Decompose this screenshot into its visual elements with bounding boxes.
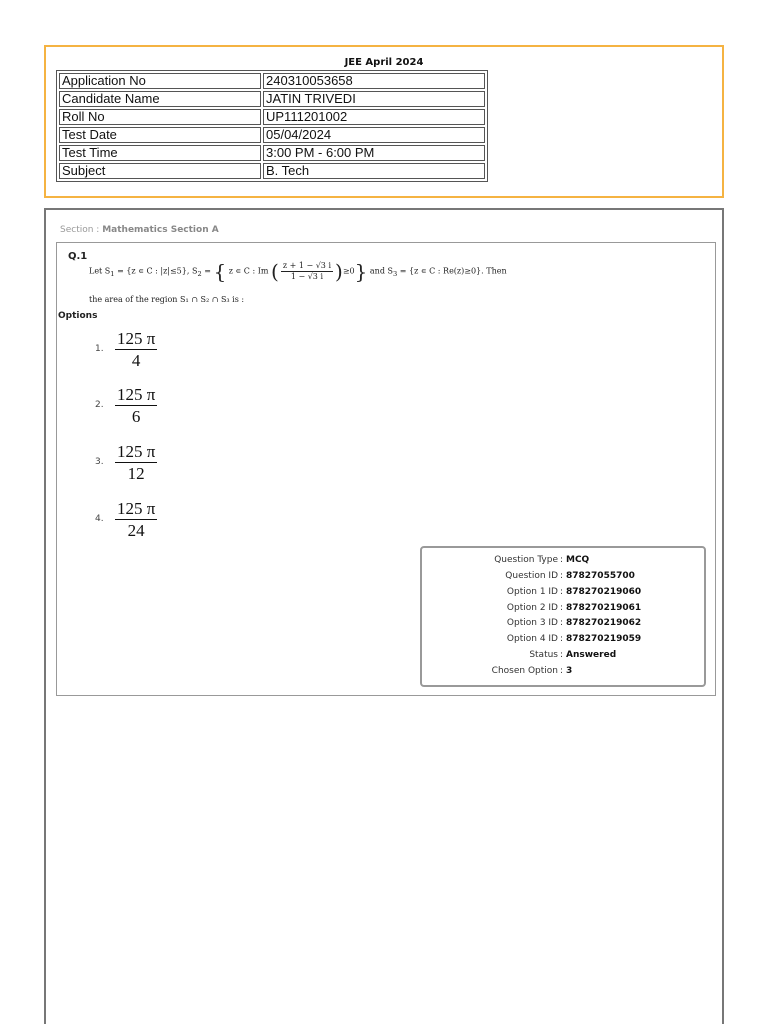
option-denominator: 4 [131,351,141,370]
meta-row: Option 4 ID : 878270219059 [506,634,642,644]
q-let: Let S [89,266,111,276]
q-s2-set-close: ≥0 [342,266,355,276]
option-number: 2. [95,400,104,410]
candidate-info-table [56,70,488,182]
meta-value: 878270219059 [566,634,642,644]
option-fraction [115,442,157,484]
section-panel [44,208,724,1024]
q-s2-eq: = [204,266,211,276]
info-label: Test Time [59,145,261,161]
question-text-line2: the area of the region S₁ ∩ S₂ ∩ S₃ is : [89,295,245,304]
question-text: Let $S_1 = \{z$ ∊ C : |z|≤5}, $S_2$ = { z ∊ C : Im ( $\frac{z + 1 - √3 i}{1 - √3 i}$ )≥0} and $S_3 = \{z$ ∊ C : Re(z)≥0}. Then [89,259,507,284]
info-label: Roll No [59,109,261,125]
option-fraction [115,329,157,371]
question-number: Q.1 [68,251,88,262]
meta-row: Option 1 ID : 878270219060 [506,587,642,597]
option-denominator: 6 [131,407,141,426]
info-label: Test Date [59,127,261,143]
info-label: Application No [59,73,261,89]
q-s1-set: = {z ∊ C : |z|≤5}, S [117,266,198,276]
option-3 [95,442,215,486]
table-row [59,145,485,161]
meta-row: Question Type : MCQ [494,555,590,565]
table-row [59,109,485,125]
option-denominator: 24 [127,521,145,540]
table-row [59,163,485,179]
option-1 [95,329,215,373]
meta-value: 87827055700 [566,571,635,581]
section-prefix: Section : [60,225,103,235]
meta-row: Option 2 ID : 878270219061 [506,603,642,613]
meta-row: Question ID : 87827055700 [505,571,635,581]
meta-row: Option 3 ID : 878270219062 [506,618,642,628]
option-numerator: 125 π [117,499,156,518]
exam-title: JEE April 2024 [344,57,424,68]
option-4 [95,499,215,543]
q-s2-set-open: z ∊ C : Im [228,266,269,276]
table-row [59,73,485,89]
option-numerator: 125 π [117,329,156,348]
info-value: UP111201002 [263,109,485,125]
option-numerator: 125 π [117,442,156,461]
q-s3-set: = {z ∊ C : Re(z)≥0}. Then [399,266,507,276]
info-value: 240310053658 [263,73,485,89]
meta-key: Question Type [494,555,558,565]
table-row [59,127,485,143]
fraction-denominator: 1 − √3 i [290,272,323,281]
table-row [59,91,485,107]
info-value: 3:00 PM - 6:00 PM [263,145,485,161]
info-label: Subject [59,163,261,179]
meta-value: 878270219061 [566,603,642,613]
meta-row: Status : Answered [529,650,617,660]
option-number: 1. [95,344,104,354]
question-meta-box [420,546,706,687]
info-label: Candidate Name [59,91,261,107]
candidate-info-box [44,45,724,198]
fraction-numerator: z + 1 − √3 i [282,261,331,270]
question-panel [56,242,716,696]
meta-value: 878270219060 [566,587,642,597]
q-and: and S [369,266,393,276]
meta-value: MCQ [566,555,590,565]
meta-key: Option 1 ID [506,587,558,597]
info-value: 05/04/2024 [263,127,485,143]
option-denominator: 12 [127,464,145,483]
question-fraction [281,261,333,282]
section-label [60,225,219,235]
option-number: 3. [95,457,104,467]
option-fraction [115,499,157,541]
meta-key: Option 4 ID [506,634,558,644]
meta-value: 878270219062 [566,618,642,628]
meta-key: Question ID [505,571,558,581]
meta-key: Option 3 ID [506,618,558,628]
section-name: Mathematics Section A [102,225,219,235]
meta-value: Answered [566,650,617,660]
meta-key: Option 2 ID [506,603,558,613]
meta-key: Chosen Option [491,666,558,676]
option-numerator: 125 π [117,385,156,404]
meta-row: Chosen Option : 3 [491,666,573,676]
option-2 [95,385,215,429]
options-label: Options [58,311,98,321]
meta-value: 3 [566,666,573,676]
meta-key: Status [529,650,558,660]
info-value: JATIN TRIVEDI [263,91,485,107]
option-number: 4. [95,514,104,524]
option-fraction [115,385,157,427]
info-value: B. Tech [263,163,485,179]
